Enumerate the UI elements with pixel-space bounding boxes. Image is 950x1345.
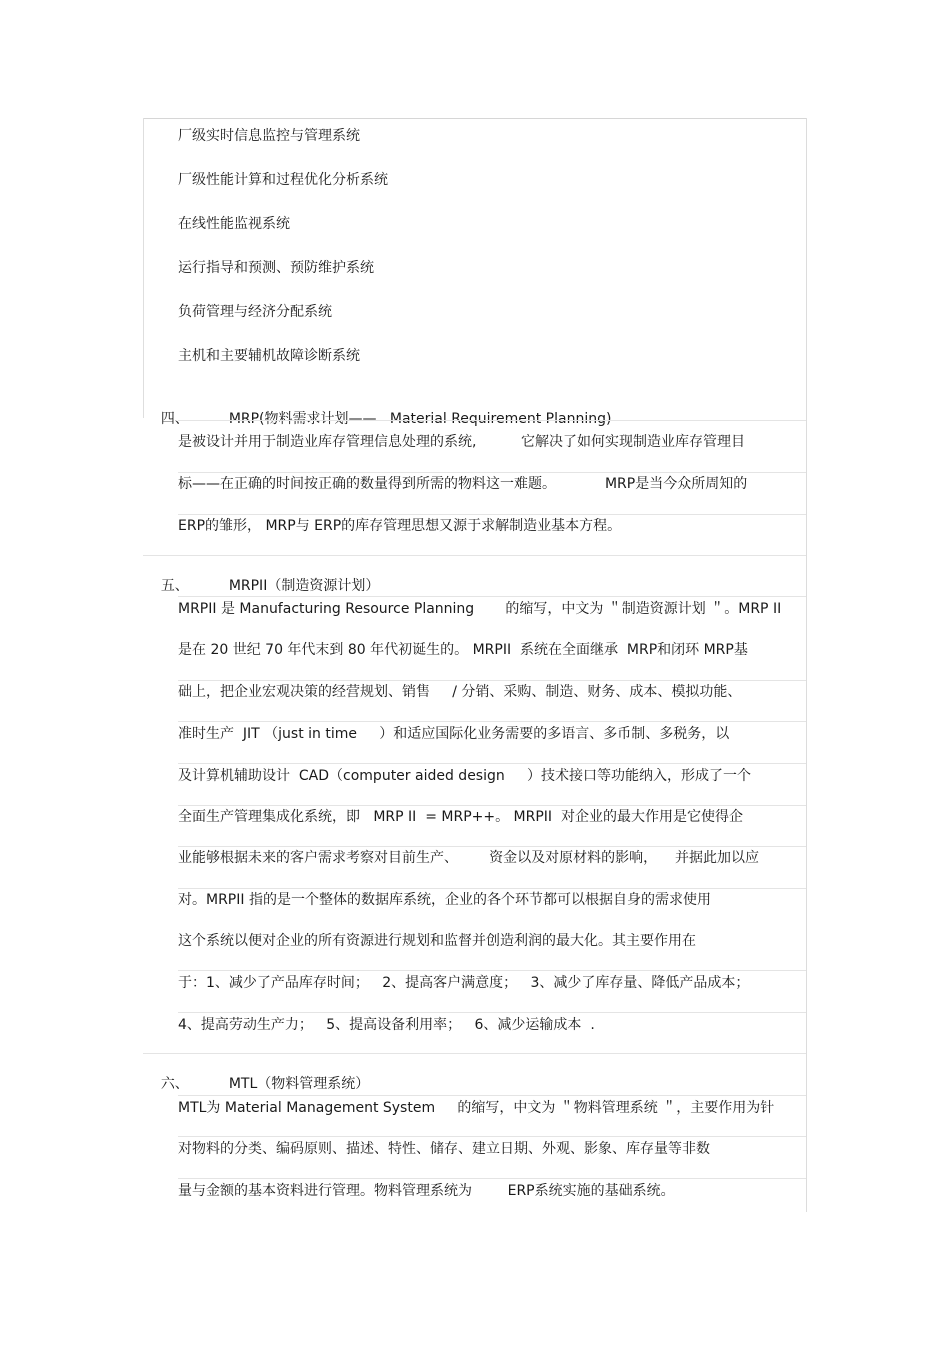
row-divider: [178, 596, 806, 597]
row-divider: [178, 721, 806, 722]
row-divider: [178, 888, 806, 889]
row-divider: [178, 1136, 806, 1137]
list-item: 厂级性能计算和过程优化分析系统: [178, 172, 388, 188]
table-border-top: [143, 118, 807, 119]
paragraph-line: MTL为 Material Management System 的缩写，中文为 ＂物料管理系统 ＂，主要作用为针: [178, 1100, 775, 1116]
section-title: MRP(物料需求计划—— Material Requirement Planning): [228, 411, 612, 427]
paragraph-line: 础上，把企业宏观决策的经营规划、销售 / 分销、采购、制造、财务、成本、模拟功能、: [178, 684, 742, 700]
row-divider: [178, 1095, 806, 1096]
paragraph-line: 对。MRPII 指的是一个整体的数据库系统，企业的各个环节都可以根据自身的需求使用: [178, 892, 711, 908]
row-divider: [178, 763, 806, 764]
paragraph-line: 这个系统以便对企业的所有资源进行规划和监督并创造利润的最大化。其主要作用在: [178, 933, 696, 949]
row-divider: [178, 472, 806, 473]
section-number: 四、: [160, 411, 189, 427]
list-item: 主机和主要辅机故障诊断系统: [178, 348, 360, 364]
paragraph-line: 及计算机辅助设计 CAD（computer aided design ）技术接口等功能纳入，形成了一个: [178, 768, 752, 784]
section-title: MTL（物料管理系统）: [228, 1076, 370, 1092]
section-number: 六、: [160, 1076, 189, 1092]
row-divider: [178, 420, 806, 421]
row-divider: [178, 805, 806, 806]
table-border-right: [806, 118, 807, 1212]
paragraph-line: 准时生产 JIT （just in time ）和适应国际化业务需要的多语言、多币制、多税务，以: [178, 726, 730, 742]
list-item: 负荷管理与经济分配系统: [178, 304, 332, 320]
paragraph-line: 量与金额的基本资料进行管理。物料管理系统为 ERP系统实施的基础系统。: [178, 1183, 675, 1199]
row-divider: [143, 1053, 806, 1054]
row-divider: [178, 846, 806, 847]
paragraph-line: MRPII 是 Manufacturing Resource Planning 的缩写，中文为 ＂制造资源计划 ＂。MRP II: [178, 601, 782, 617]
paragraph-line: 4、提高劳动生产力； 5、提高设备利用率； 6、减少运输成本 .: [178, 1017, 595, 1033]
list-item: 运行指导和预测、预防维护系统: [178, 260, 374, 276]
row-divider: [178, 514, 806, 515]
list-item: 厂级实时信息监控与管理系统: [178, 128, 360, 144]
paragraph-line: ERP的雏形， MRP与 ERP的库存管理思想又源于求解制造业基本方程。: [178, 518, 622, 534]
paragraph-line: 业能够根据未来的客户需求考察对目前生产、 资金以及对原材料的影响， 并据此加以应: [178, 850, 759, 866]
table-border-left: [143, 118, 144, 418]
paragraph-line: 于：1、减少了产品库存时间； 2、提高客户满意度； 3、减少了库存量、降低产品成本；: [178, 975, 750, 991]
paragraph-line: 是被设计并用于制造业库存管理信息处理的系统, 它解决了如何实现制造业库存管理目: [178, 434, 745, 450]
paragraph-line: 对物料的分类、编码原则、描述、特性、储存、建立日期、外观、影象、库存量等非数: [178, 1141, 710, 1157]
row-divider: [178, 680, 806, 681]
row-divider: [178, 1178, 806, 1179]
list-item: 在线性能监视系统: [178, 216, 290, 232]
row-divider: [178, 1012, 806, 1013]
paragraph-line: 是在 20 世纪 70 年代末到 80 年代初诞生的。 MRPII 系统在全面继承 MRP和闭环 MRP基: [178, 642, 748, 658]
section-number: 五、: [160, 578, 189, 594]
section-title: MRPII（制造资源计划）: [228, 578, 380, 594]
row-divider: [178, 970, 806, 971]
paragraph-line: 标——在正确的时间按正确的数量得到所需的物料这一难题。 MRP是当今众所周知的: [178, 476, 748, 492]
row-divider: [143, 555, 806, 556]
paragraph-line: 全面生产管理集成化系统，即 MRP II = MRP++。 MRPII 对企业的最大作用是它使得企: [178, 809, 743, 825]
